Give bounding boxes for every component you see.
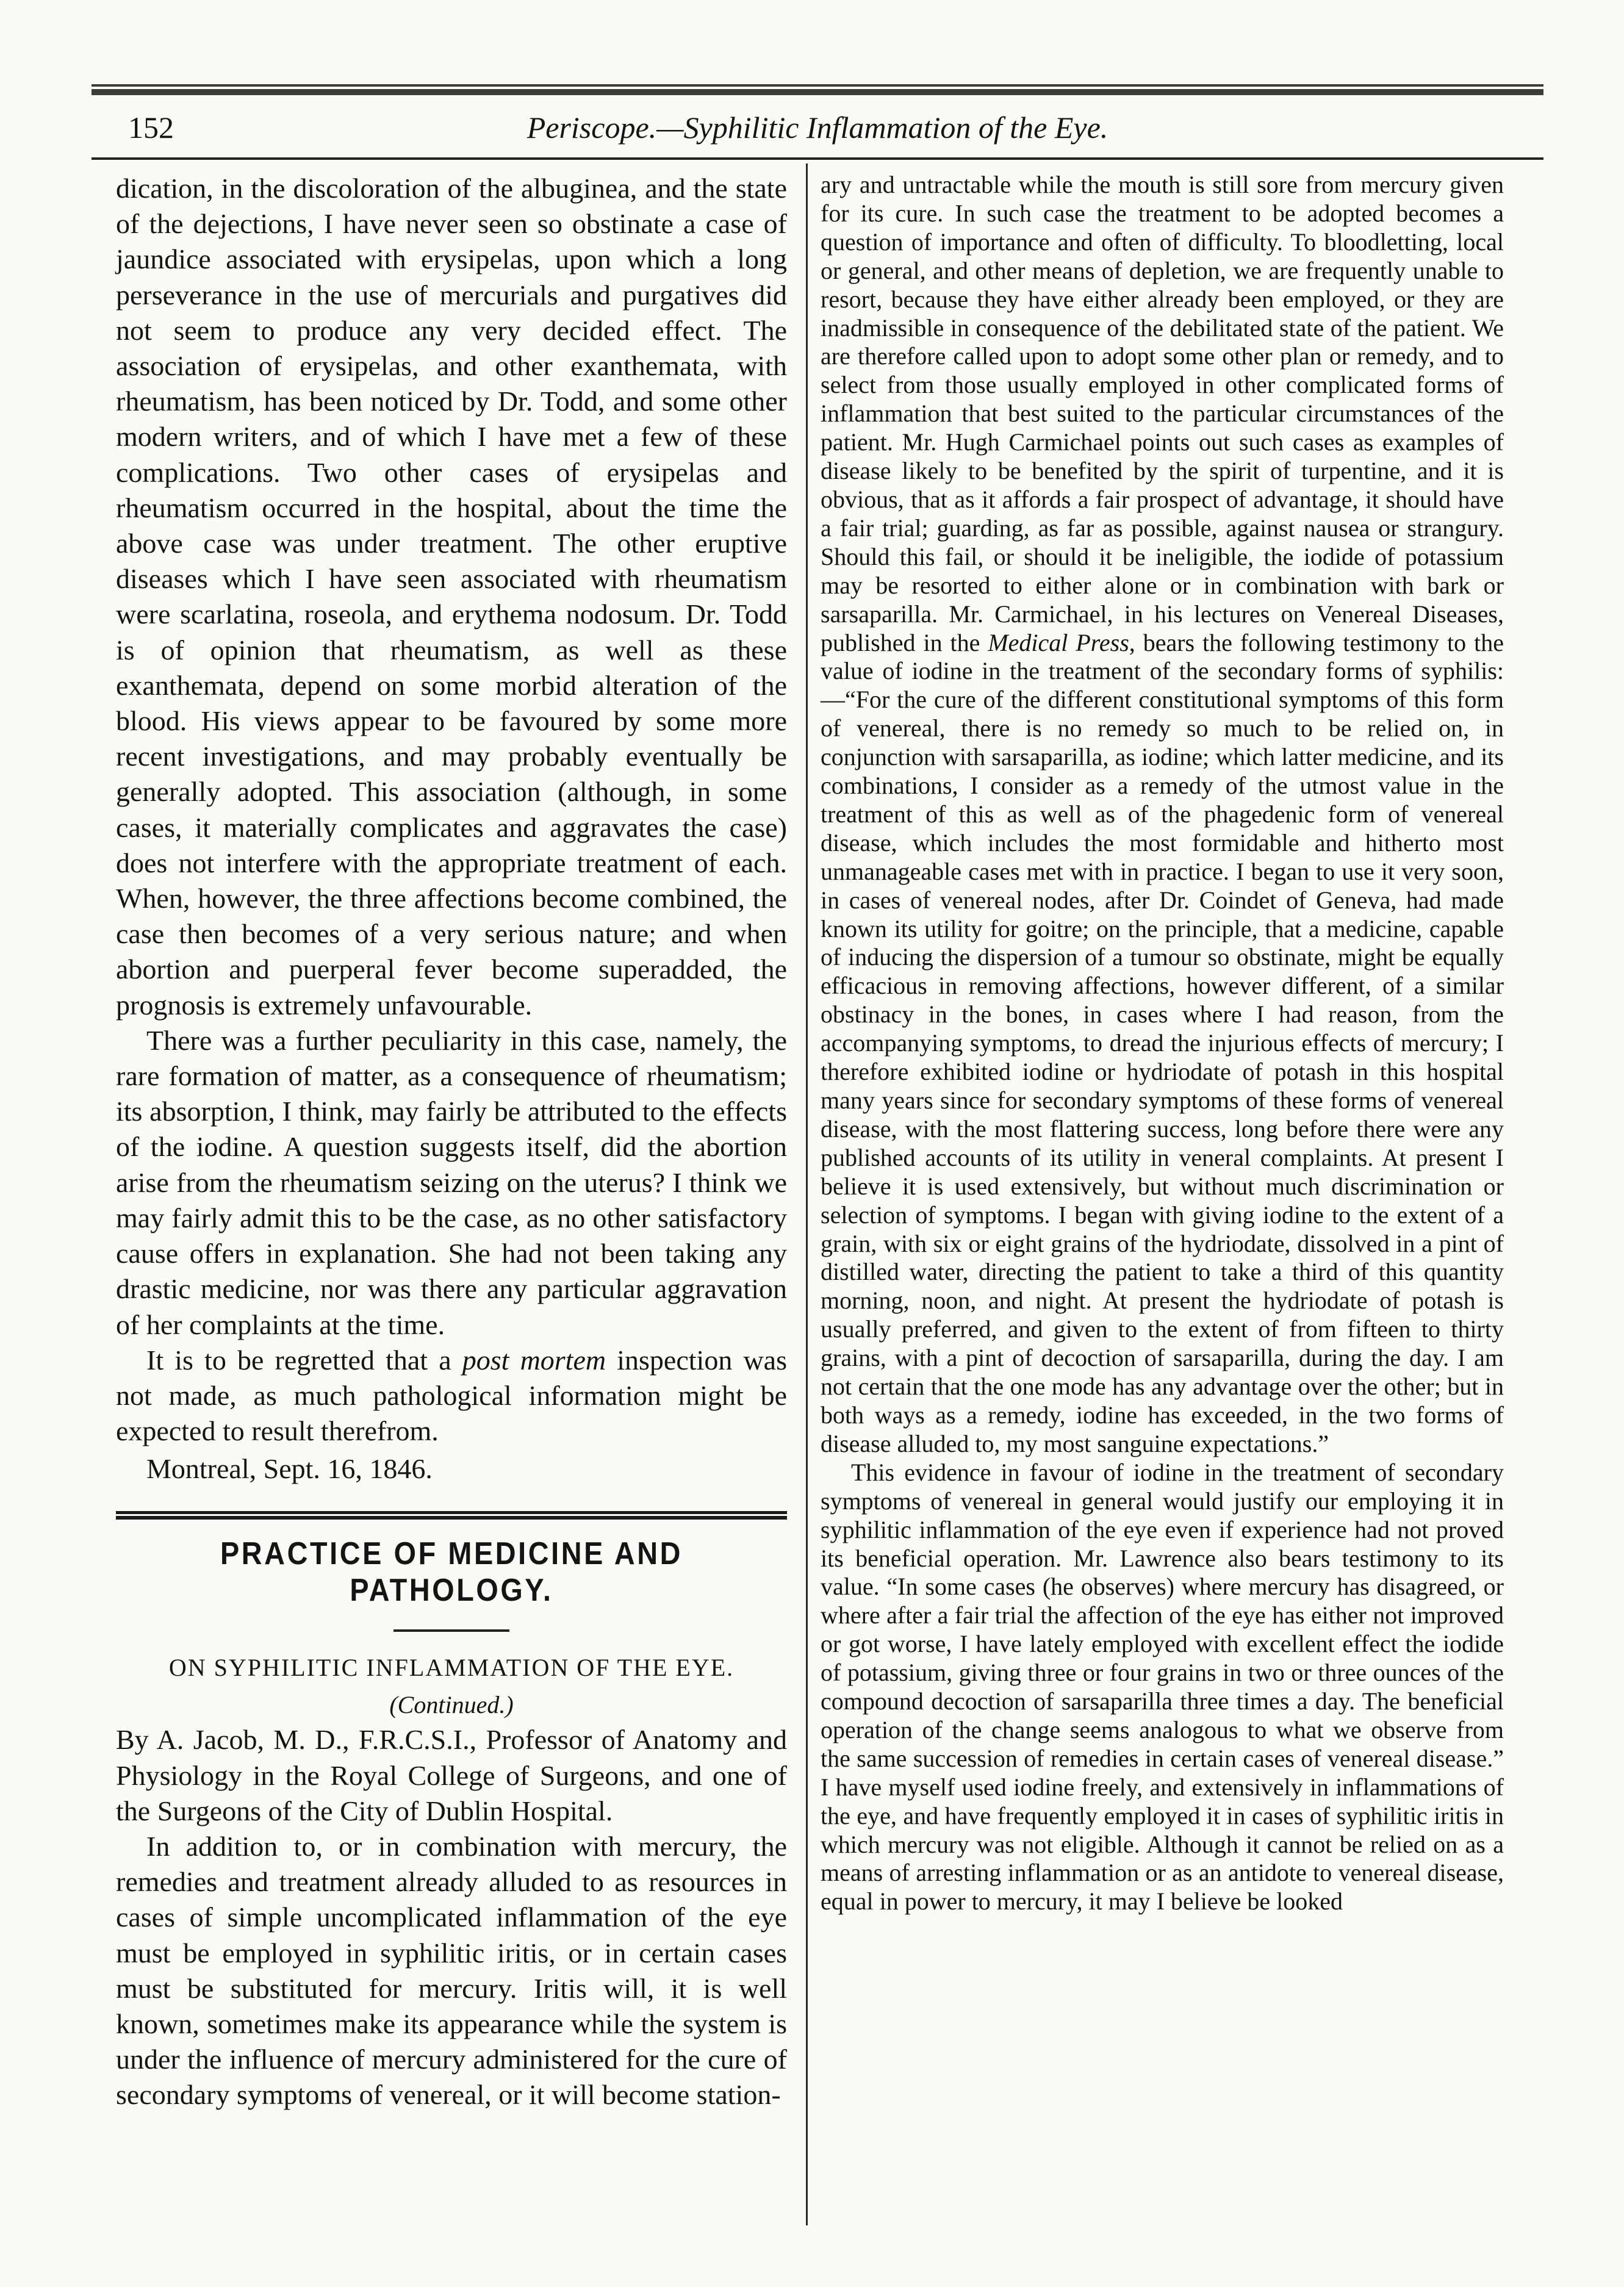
medical-press-italic: Medical Press <box>988 628 1129 656</box>
short-rule <box>393 1629 509 1632</box>
column-divider <box>806 163 808 2225</box>
right-paragraph-1 <box>821 171 1504 1459</box>
left-paragraph-3 <box>116 1343 787 1449</box>
page-number: 152 <box>128 110 174 145</box>
dateline: Montreal, Sept. 16, 1846. <box>146 1453 433 1485</box>
top-double-rule <box>92 84 1543 95</box>
right-column <box>821 171 1504 1916</box>
right-paragraph-1-end: , bears the following testimony to the value of iodine in the treatment of the secondary forms of syphilis:—“For the cure of the different constitutional symptoms of this form of venereal, there is no remedy so much to be relied on, in conjunction with sarsaparilla, as iodine; which latter medicine, and its combinations, I consider as a remedy of the utmost value in the treatment of this as well as of the phagedenic form of venereal disease, which includes the most formidable and hitherto most unmanageable cases met with in practice. I began to use it very soon, in cases of venereal nodes, after Dr. Coindet of Geneva, had made known its utility for goitre; on the principle, that a medicine, capable of inducing the dispersion of a tumour so obstinate, might be equally efficacious in removing affections, however different, of a similar obstinacy in the bones, in cases where I had reason, from the accompanying symptoms, to dread the injurious effects of mercury; I therefore exhibited iodine or hydriodate of potash in this hospital many years since for secondary symptoms of these forms of venereal disease, with the most flattering success, long before there were any published accounts of its utility in veneral complaints. At present I believe it is used extensively, but without much discrimination or selection of symptoms. I began with giving iodine to the extent of a grain, with six or eight grains of the hydriodate, dissolved in a pint of distilled water, directing the patient to take a third of this quantity morning, noon, and night. At present the hydriodate of potash is usually preferred, and given to the extent of from fifteen to thirty grains, with a pint of decoction of sarsaparilla, during the day. I am not certain that the one mode has any advantage over the other; but in both ways as a remedy, iodine has exceeded, in the two forms of disease alluded to, my most sanguine expectations.” <box>821 628 1504 1457</box>
right-paragraph-1-start: ary and untractable while the mouth is still sore from mercury given for its cure. In such case the treatment to be adopted becomes a question of importance and often of difficulty. To bloodletting, local or general, and other means of depletion, we are frequently unable to resort, because they have either already been employed, or they are inadmissible in consequence of the debilitated state of the patient. We are therefore called upon to adopt some other plan or remedy, and to select from those usually employed in other complicated forms of inflammation that best suited to the particular circumstances of the patient. Mr. Hugh Carmichael points out such cases as examples of disease likely to be benefited by the spirit of turpentine, and it is obvious, that as it affords a fair prospect of advantage, it should have a fair trial; guarding, as far as possible, against nausea or strangury. Should this fail, or should it be ineligible, the iodide of potassium may be resorted to either alone or in combination with bark or sarsaparilla. Mr. Carmichael, in his lectures on Venereal Diseases, published in the <box>821 171 1504 656</box>
left-paragraph-2: There was a further peculiarity in this case, namely, the rare formation of matter, as a consequence of rheumatism; its absorption, I think, may fairly be attributed to the effects of the iodine. A question suggests itself, did the abortion arise from the rheumatism seizing on the uterus? I think we may fairly admit this to be the case, as no other satisfactory cause offers in explanation. She had not been taking any drastic medicine, nor was there any particular aggravation of her complaints at the time. <box>116 1024 787 1340</box>
continued-note: (Continued.) <box>389 1691 514 1719</box>
right-paragraph-2: This evidence in favour of iodine in the treatment of secondary symptoms of venereal in general would justify our employing it in syphilitic inflammation of the eye even if experience had not proved its beneficial operation. Mr. Lawrence also bears testimony to its value. “In some cases (he observes) where mercury has disagreed, or where after a fair trial the affection of the eye has either not improved or got worse, I have lately employed with excellent effect the iodide of potassium, giving three or four grains in two or three ounces of the compound decoction of sarsaparilla three times a day. The beneficial operation of the change seems analogous to what we observe from the same succession of remedies in certain cases of venereal disease.” I have myself used iodine freely, and extensively in inflammations of the eye, and have frequently employed it in cases of syphilitic iritis in which mercury was not eligible. Although it cannot be relied on as a means of arresting inflammation or as an antidote to venereal disease, equal in power to mercury, it may I believe be looked <box>821 1458 1504 1915</box>
left-column <box>116 171 787 2113</box>
page-header <box>92 105 1543 154</box>
left-paragraph-1: dication, in the discoloration of the albuginea, and the state of the dejections, I have never seen so obstinate a case of jaundice associated with erysipelas, upon which a long perseverance in the use of mercurials and purgatives did not seem to produce any very decided effect. The association of erysipelas, and other exanthemata, with rheumatism, has been noticed by Dr. Todd, and some other modern writers, and of which I have met a few of these complications. Two other cases of erysipelas and rheumatism occurred in the hospital, about the time the above case was under treatment. The other eruptive diseases which I have seen associated with rheumatism were scarlatina, roseola, and erythema nodosum. Dr. Todd is of opinion that rheumatism, as well as these exanthemata, depend on some morbid alteration of the blood. His views appear to be favoured by some more recent investigations, and may probably eventually be generally adopted. This association (although, in some cases, it materially complicates and aggravates the case) does not interfere with the appropriate treatment of each. When, however, the three affections become combined, the case then becomes of a very serious nature; and when abortion and puerperal fever become superadded, the prognosis is extremely unfavourable. <box>116 173 787 1021</box>
left-paragraph-3-end: inspection was not made, as much pathological information might be expected to result therefrom. <box>116 1344 787 1447</box>
left-paragraph-3-start: It is to be regretted that a <box>146 1344 462 1376</box>
header-rule <box>92 157 1543 160</box>
section-double-rule <box>116 1511 787 1520</box>
post-mortem-italic: post mortem <box>462 1344 606 1376</box>
article-title: ON SYPHILITIC INFLAMMATION OF THE EYE. <box>168 1654 735 1682</box>
article-paragraph-1: In addition to, or in combination with mercury, the remedies and treatment already alluded to as resources in cases of simple uncomplicated inflammation of the eye must be employed in syphilitic iritis, or in certain cases must be substituted for mercury. Iritis will, it is well known, sometimes make its appearance while the system is under the influence of mercury administered for the cure of secondary symptoms of venereal, or it will become station- <box>116 1830 787 2111</box>
section-heading: PRACTICE OF MEDICINE AND PATHOLOGY. <box>220 1536 683 1609</box>
byline: By A. Jacob, M. D., F.R.C.S.I., Professor of Anatomy and Physiology in the Royal College of Surgeons, and one of the Surgeons of the City of Dublin Hospital. <box>116 1724 787 1826</box>
running-head: Periscope.—Syphilitic Inflammation of the Eye. <box>526 110 1108 145</box>
